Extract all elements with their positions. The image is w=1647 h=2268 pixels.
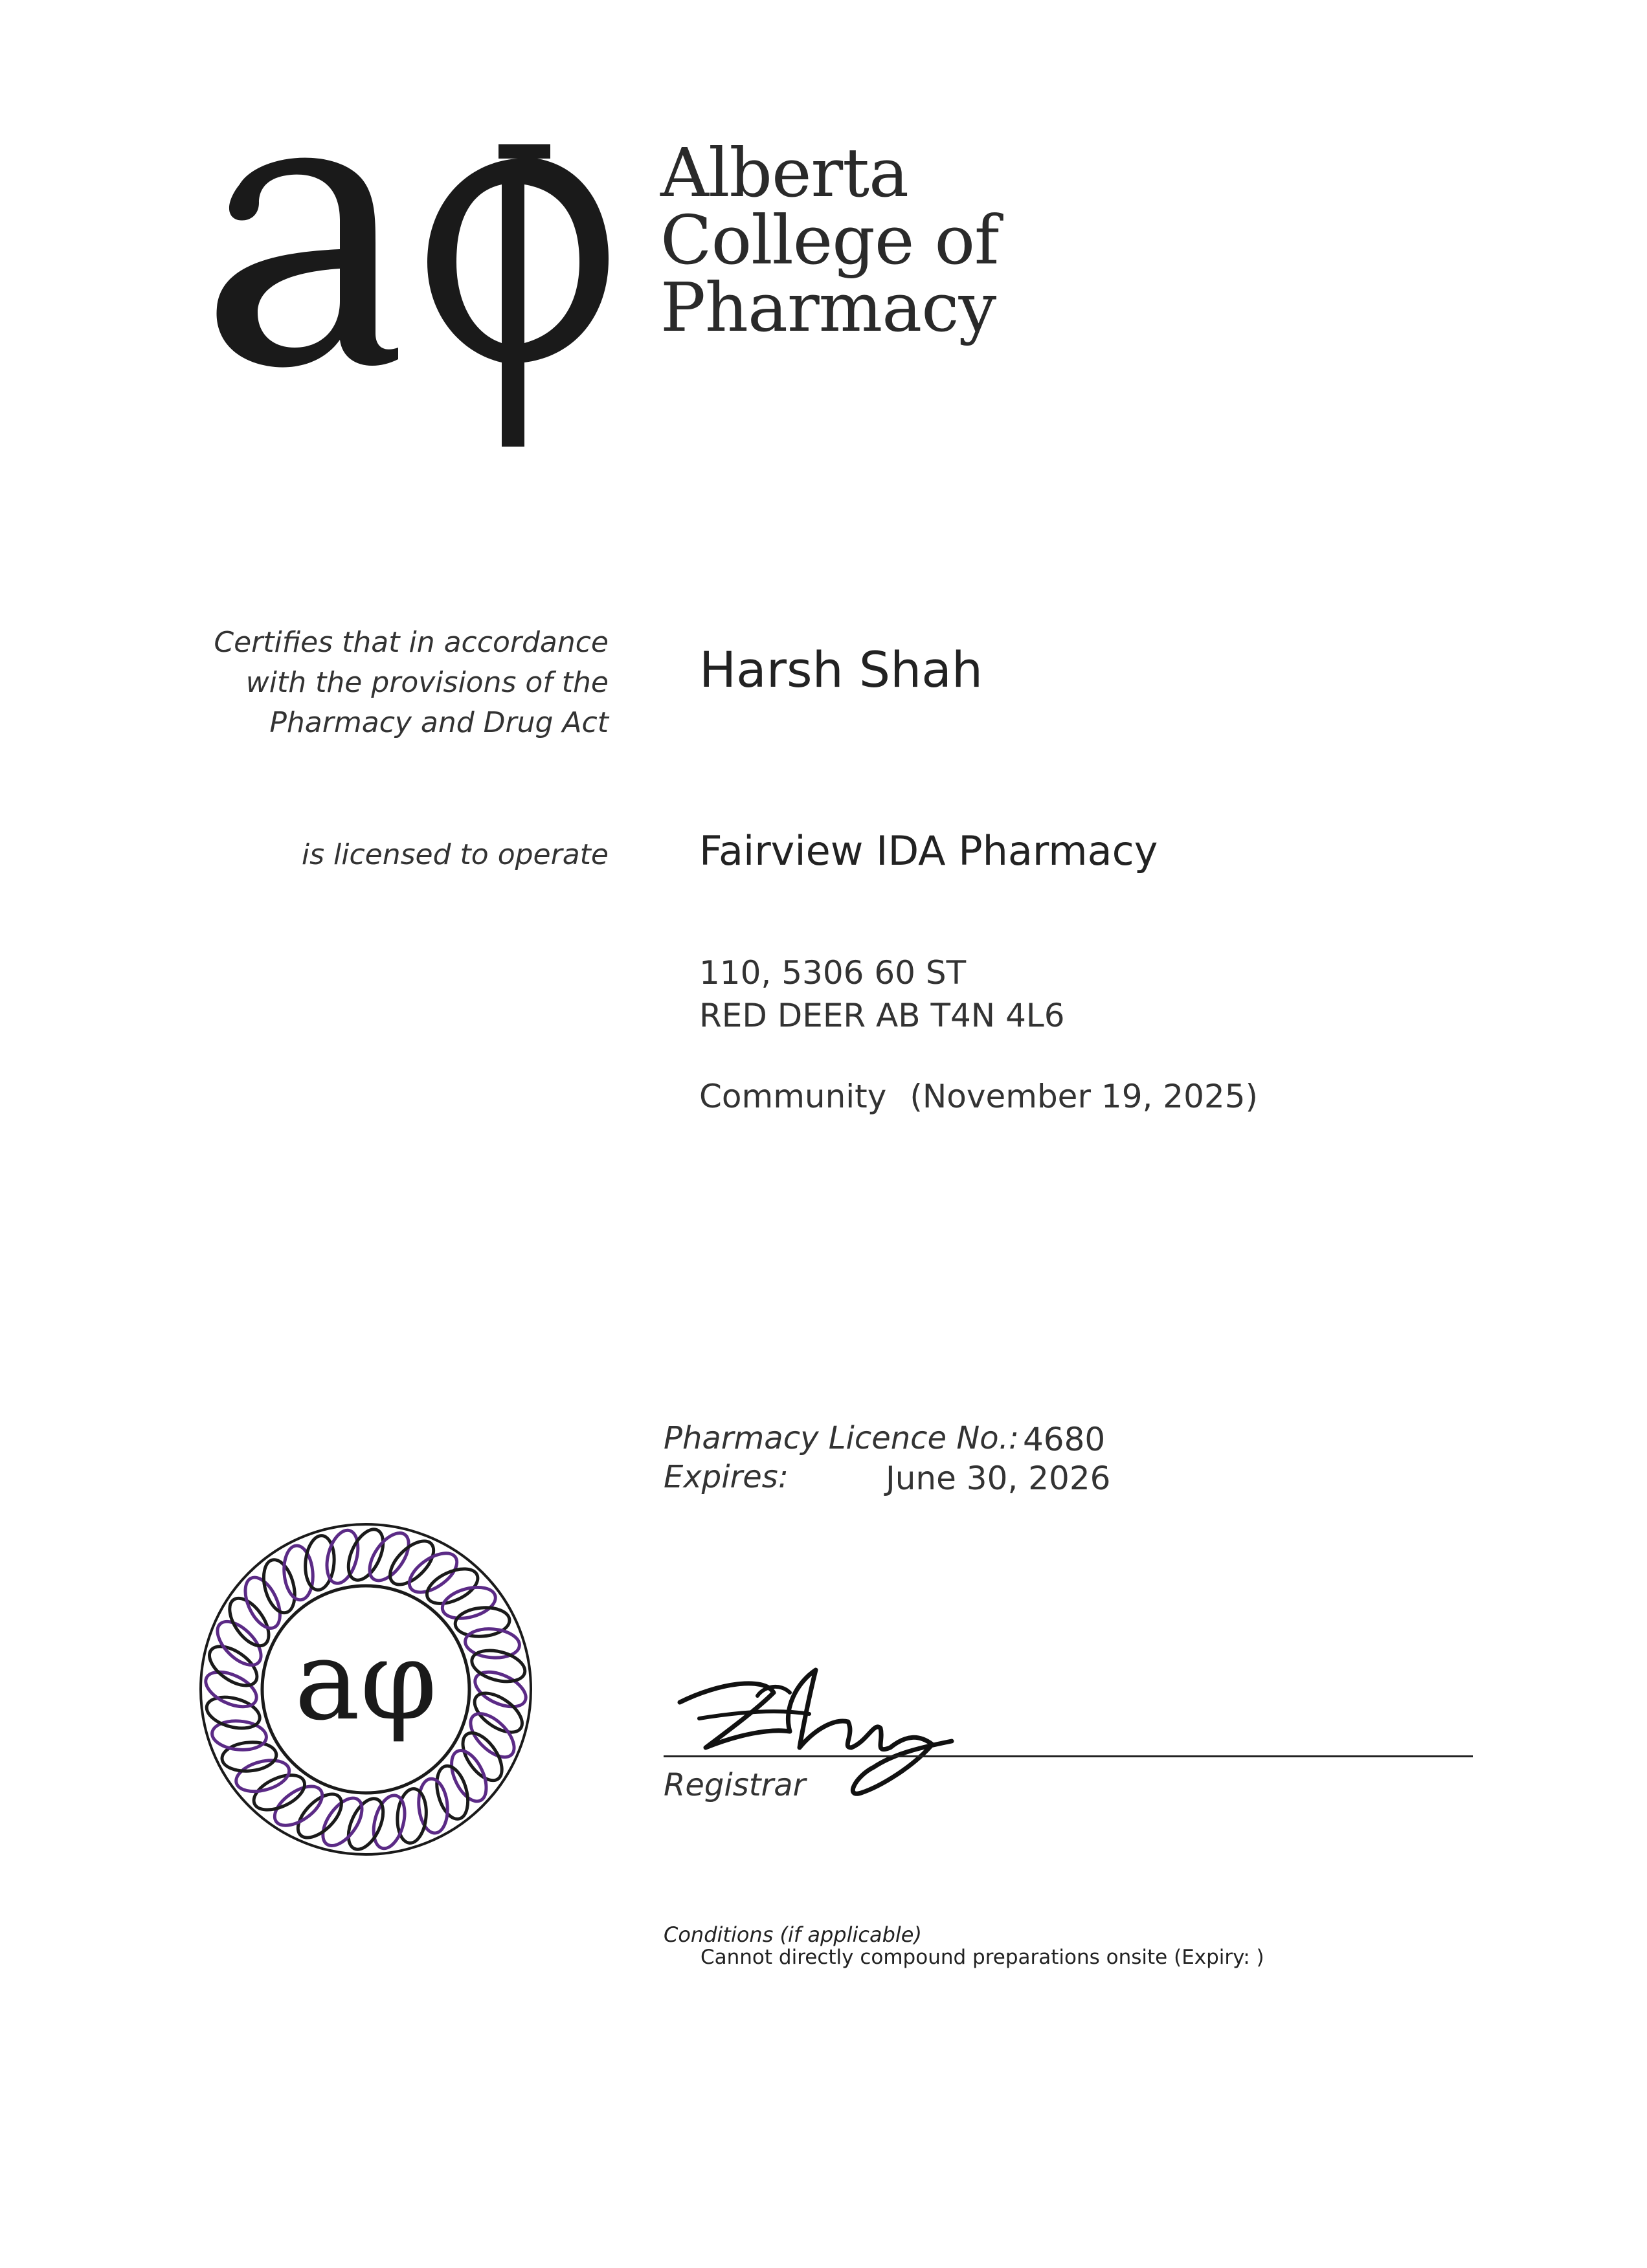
conditions-text: Cannot directly compound preparations onsite (Expiry: ) xyxy=(700,1946,1264,1969)
licensee-name: Harsh Shah xyxy=(699,641,983,698)
seal-loop xyxy=(469,1645,529,1687)
conditions-title: Conditions (if applicable) xyxy=(664,1922,922,1947)
college-logo-mark xyxy=(214,139,615,450)
seal-monogram: aφ xyxy=(294,1617,438,1745)
registrar-label: Registrar xyxy=(664,1767,806,1803)
address-line-2: RED DEER AB T4N 4L6 xyxy=(699,997,1065,1034)
certifies-statement xyxy=(117,623,609,743)
seal-loop xyxy=(322,1527,363,1587)
licence-number-label: Pharmacy Licence No.: xyxy=(664,1420,1020,1456)
certifies-line-1: Certifies that in accordance xyxy=(214,626,609,659)
seal-loop xyxy=(416,1777,449,1834)
pharmacy-address xyxy=(699,951,1065,1037)
pharmacy-category xyxy=(699,1078,1258,1115)
certifies-line-2: with the provisions of the xyxy=(245,666,609,699)
college-name xyxy=(660,133,999,347)
address-line-1: 110, 5306 60 ST xyxy=(699,954,967,992)
seal-loop xyxy=(368,1792,410,1852)
seal-loop xyxy=(454,1605,511,1638)
category-date: (November 19, 2025) xyxy=(910,1078,1259,1115)
expires-date: June 30, 2026 xyxy=(886,1460,1111,1497)
college-name-line-2: College of xyxy=(660,201,999,280)
logo-serif-top xyxy=(499,144,550,159)
logo-letter-phi xyxy=(427,157,609,447)
expires-label: Expires: xyxy=(664,1459,789,1495)
pharmacy-name: Fairview IDA Pharmacy xyxy=(699,827,1158,874)
signature-line xyxy=(664,1755,1473,1757)
certifies-line-3: Pharmacy and Drug Act xyxy=(269,706,609,739)
college-name-line-3: Pharmacy xyxy=(660,268,996,347)
category-label: Community xyxy=(699,1078,887,1115)
logo-letter-a xyxy=(217,158,398,368)
licence-number: 4680 xyxy=(1023,1421,1106,1458)
college-seal xyxy=(191,1515,541,1864)
seal-loop xyxy=(282,1544,315,1601)
seal-loop xyxy=(203,1692,263,1733)
seal-loop xyxy=(221,1740,278,1773)
licensed-label: is licensed to operate xyxy=(301,838,609,871)
college-name-line-1: Alberta xyxy=(660,133,908,212)
